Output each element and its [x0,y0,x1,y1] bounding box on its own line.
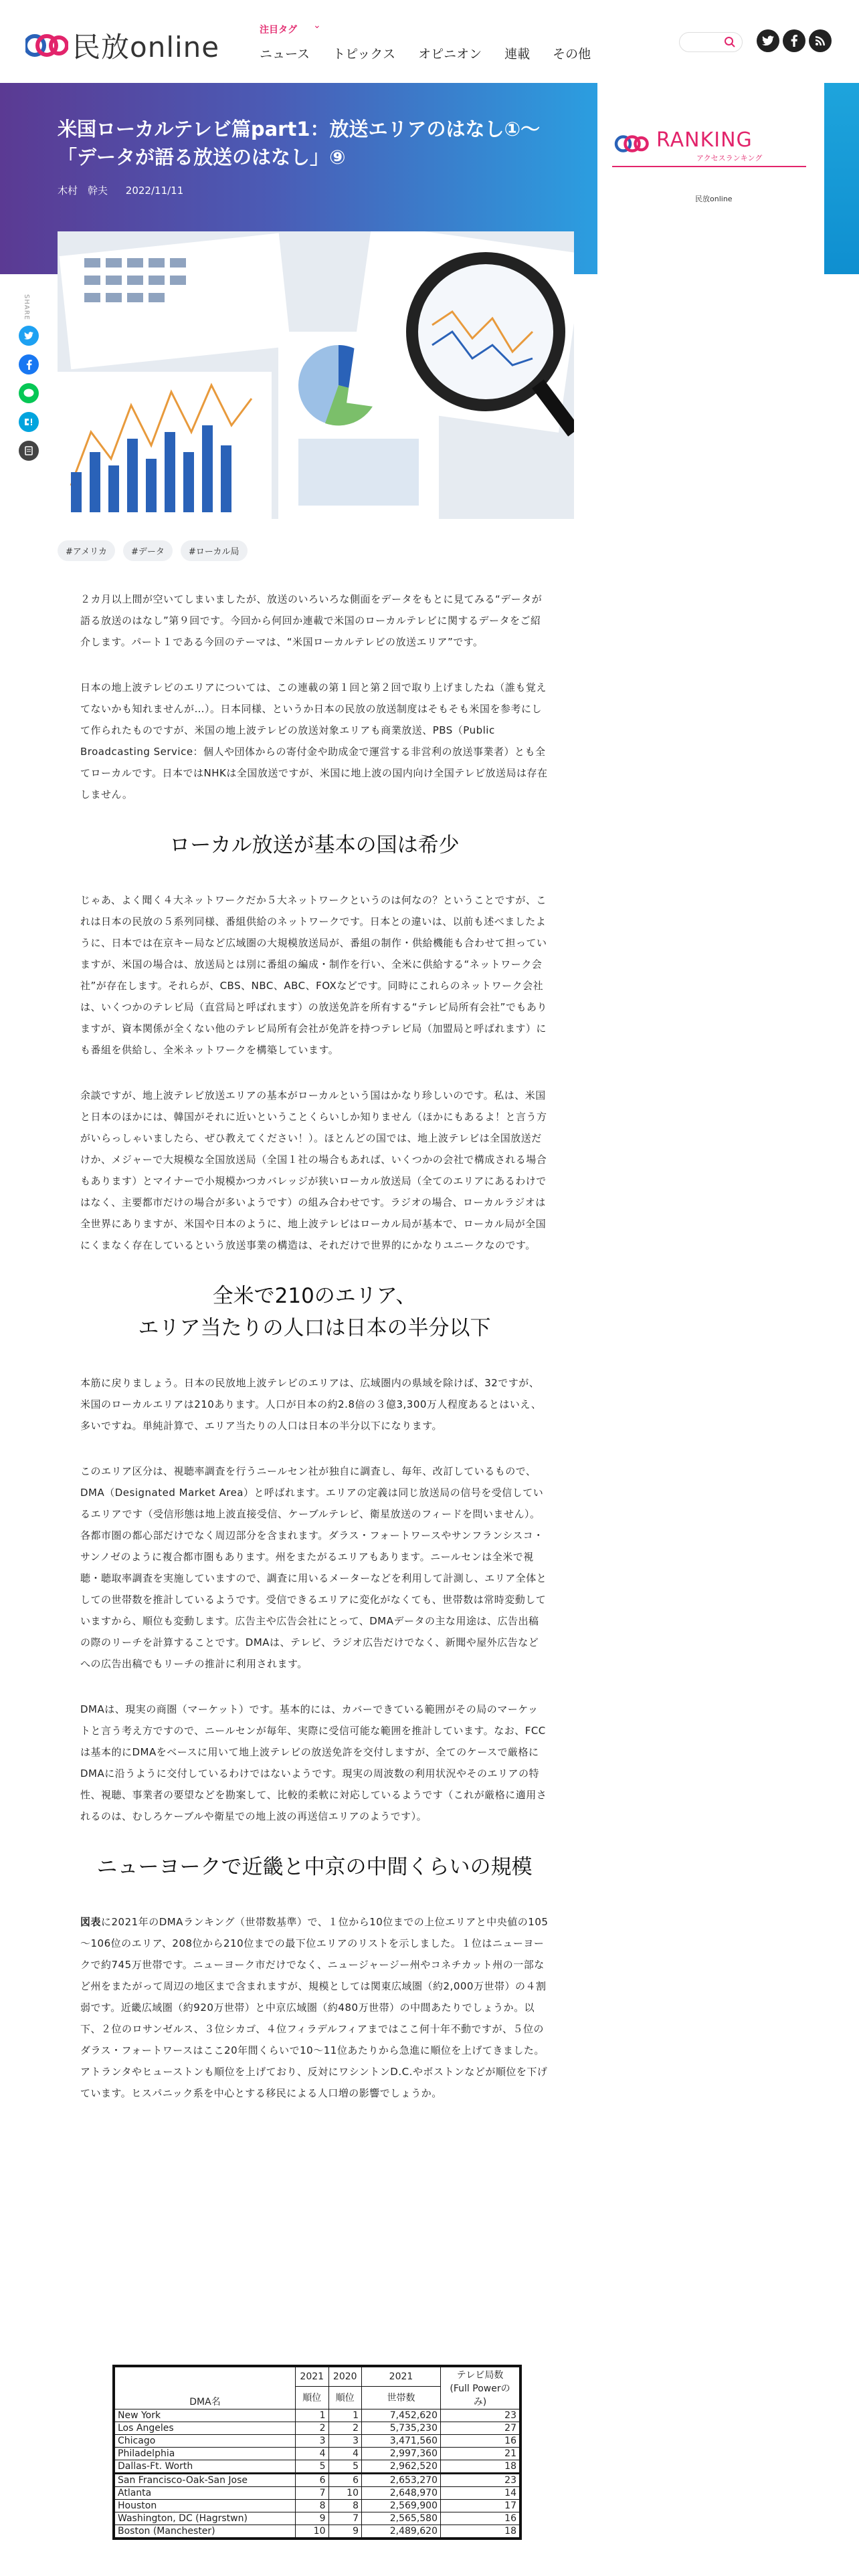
cell-hh: 2,569,900 [362,2500,441,2512]
table-row [115,2525,520,2538]
cell-r20: 4 [328,2448,362,2460]
cell-tv: 16 [441,2512,520,2525]
ranking-logo-icon [613,134,651,156]
nav-news[interactable]: ニュース [260,47,310,62]
site-logo[interactable] [25,25,219,66]
cell-name: New York [115,2409,296,2422]
twitter-icon[interactable] [757,29,779,52]
share-buttons [19,326,39,469]
cell-tv: 23 [441,2409,520,2422]
cell-hh: 5,735,230 [362,2422,441,2435]
ranking-divider [612,166,806,167]
logo-text: 民放online [72,31,220,64]
byline [58,183,198,197]
table-row [115,2512,520,2525]
dma-table [112,2365,522,2540]
cell-r21: 3 [296,2435,329,2448]
section-heading [80,1280,549,1344]
ranking-title: RANKING [656,128,753,152]
social-links [753,29,832,52]
col-tv [441,2367,520,2409]
cell-tv: 17 [441,2500,520,2512]
table-row [115,2422,520,2435]
share-copy-icon[interactable] [19,441,39,461]
cell-r21: 6 [296,2474,329,2487]
cell-tv: 18 [441,2525,520,2538]
nav-other[interactable]: その他 [553,47,591,62]
table-row [115,2460,520,2474]
cell-hh: 2,653,270 [362,2474,441,2487]
ranking-widget [597,83,824,223]
cell-r20: 1 [328,2409,362,2422]
section-heading: ニューヨークで近畿と中京の中間くらいの規模 [96,1855,533,1879]
cell-name: Los Angeles [115,2422,296,2435]
cell-name: Houston [115,2500,296,2512]
paragraph: ２カ月以上間が空いてしまいましたが、放送のいろいろな側面をデータをもとに見てみる“データが語る放送のはなし”第９回です。今回から何回か連載で米国のローカルテレビに関するデータをご紹介します。パート１である今回のテーマは、“米国ローカルテレビの放送エリア”です。 [80,593,543,648]
share-facebook-icon[interactable] [19,354,39,374]
paragraph: DMAは、現実の商圏（マーケット）です。基本的には、カバーできている範囲がその局のマーケットと言う考え方ですので、ニールセンが毎年、実際に受信可能な範囲を推計しています。なお、FCCは基本的にDMAをベースに用いて地上波テレビの放送免許を交付しますが、全てのケースで厳格にDMAに沿うように交付しているわけではないようです。現実の周波数の利用状況やそのエリアの特性、視聴、事業者の要望などを勘案して、比較的柔軟に対応しているようです（これが厳格に適用されるのは、むしろケーブルや衛星での地上波の再送信エリアのようです）。 [80,1703,547,1822]
tag-data[interactable]: #データ [123,540,173,561]
side-accent-bar [824,83,859,274]
featured-tags-link[interactable]: 注目タグ [260,25,297,35]
cell-hh: 2,565,580 [362,2512,441,2525]
table-row [115,2500,520,2512]
paragraph: 余談ですが、地上波テレビ放送エリアの基本がローカルという国はかなり珍しいのです。私は、米国と日本のほかには、韓国がそれに近いということくらいしか知りません（ほかにもあるよ！と言う方がいらっしゃいましたら、ぜひ教えてください！）。ほとんどの国では、地上波テレビは全国放送だけか、メジャーで大規模な全国放送局（全国１社の場合もあれば、いくつかの会社で構成される場合もあります）とマイナーで小規模かつカバレッジが狭いローカル放送局（全てのエリアにあるわけではなく、主要都市だけの場合が多いようです）の組み合わせです。ラジオの場合、ローカルラジオは全世界にありますが、米国や日本のように、地上波テレビはローカル局が基本で、ローカル局が全国にくまなく存在しているという放送事業の構造は、それだけで世界的にかなりユニークなのです。 [80,1089,547,1251]
cell-r20: 10 [328,2487,362,2500]
cell-r20: 9 [328,2525,362,2538]
paragraph: 本筋に戻りましょう。日本の民放地上波テレビのエリアは、広域圏内の県域を除けば、32ですが、米国のローカルエリアは210あります。人口が日本の約2.8倍の３億3,300万人程度あるとはいえ、多いですね。単純計算で、エリア当たりの人口は日本の半分以下になります。 [80,1377,542,1432]
section-heading: ローカル放送が基本の国は希少 [169,833,460,857]
cell-tv: 18 [441,2460,520,2474]
cell-r20: 2 [328,2422,362,2435]
col-rank-2020: 順位 [328,2386,362,2409]
cell-r21: 1 [296,2409,329,2422]
paragraph-text: に2021年のDMAランキング（世帯数基準）で、１位から10位までの上位エリアと中央値の105～106位のエリア、208位から210位までの最下位エリアのリストを示しました。１位はニューヨークで約745万世帯です。ニューヨーク市だけでなく、ニュージャージー州やコネチカット州の一部など州をまたがって周辺の地区まで含まれますが、規模としては関東広域圏（約2,000万世帯）の４割弱です。近畿広域圏（約920万世帯）と中京広域圏（約480万世帯）の中間あたりでしょうか。以下、２位のロサンゼルス、３位シカゴ、４位フィラデルフィアまではここ何十年不動ですが、５位のダラス・フォートワースはここ20年間くらいで10～11位あたりから急進に順位を上げてきました。アトランタやヒューストンも順位を上げており、反対にワシントンD.C.やボストンなどが順位を下げています。ヒスパニック系を中心とする移民による人口増の影響でしょうか。 [80,1916,549,2099]
search-input[interactable] [679,32,743,52]
cell-r21: 5 [296,2460,329,2474]
cell-hh: 7,452,620 [362,2409,441,2422]
logo-mark-icon [25,32,68,59]
col-tv-label: テレビ局数 [456,2370,504,2381]
paragraph: このエリア区分は、視聴率調査を行うニールセン社が独自に調査し、毎年、改訂しているもので、DMA（Designated Market Area）と呼ばれます。エリアの定義は同じ放送局の信号を受信しているエリアです（受信形態は地上波直接受信、ケーブルテレビ、衛星放送のフィードを問いません）。各都市圏の都心部だけでなく周辺部分を含まれます。ダラス・フォートワースやサンフランシスコ・サンノゼのように複合都市圏もあります。州をまたがるエリアもあります。ニールセンは全米で視聴・聴取率調査を実施していますので、調査に用いるメーターなどを利用して計測し、エリア全体としての世帯数を推計しているようです。受信できるエリアに変化がなくても、世帯数は常時変動していますから、順位も変動します。広告主や広告会社にとって、DMAデータの主な用途は、広告出稿の際のリーチを計算することです。DMAは、テレビ、ラジオ広告だけでなく、新聞や屋外広告などへの広告出稿でもリーチの推計に利用されます。 [80,1465,547,1670]
cell-name: San Francisco-Oak-San Jose [115,2474,296,2487]
cell-r21: 2 [296,2422,329,2435]
facebook-icon[interactable] [783,29,805,52]
cell-r20: 7 [328,2512,362,2525]
table-row [115,2409,520,2422]
col-rank-2021: 順位 [296,2386,329,2409]
site-header [0,0,859,83]
article-title: 米国ローカルテレビ篇part1：放送エリアのはなし①～「データが語る放送のはなし」⑨ [58,118,541,169]
main-nav [260,44,613,62]
rss-icon[interactable] [809,29,832,52]
table-body [115,2409,520,2538]
share-twitter-icon[interactable] [19,326,39,346]
cell-name: Chicago [115,2435,296,2448]
cell-hh: 2,997,360 [362,2448,441,2460]
cell-r21: 4 [296,2448,329,2460]
share-line-icon[interactable] [19,383,39,403]
col-dma-name: DMA名 [115,2367,296,2409]
author[interactable]: 木村 幹夫 [58,185,108,197]
cell-r20: 8 [328,2500,362,2512]
search-icon[interactable] [724,36,736,51]
cell-hh: 2,962,520 [362,2460,441,2474]
cell-r21: 7 [296,2487,329,2500]
nav-series[interactable]: 連載 [504,47,531,62]
table-row [115,2487,520,2500]
nav-opinion[interactable]: オピニオン [418,47,482,62]
col-2020: 2020 [328,2367,362,2387]
heading-line-2: エリア当たりの人口は日本の半分以下 [138,1316,491,1340]
tag-america[interactable]: #アメリカ [58,540,115,561]
cell-hh: 3,471,560 [362,2435,441,2448]
col-2021: 2021 [296,2367,329,2387]
cell-name: Boston (Manchester) [115,2525,296,2538]
cell-name: Dallas-Ft. Worth [115,2460,296,2474]
cell-r21: 9 [296,2512,329,2525]
share-label: SHARE [23,294,30,320]
cell-r21: 10 [296,2525,329,2538]
paragraph: じゃあ、よく聞く４大ネットワークだか５大ネットワークというのは何なの？ということですが、これは日本の民放の５系列同様、番組供給のネットワークです。日本との違いは、以前も述べましたように、日本では在京キー局など広域圏の大規模放送局が、番組の制作・供給機能も合わせて担っていますが、米国の場合は、放送局とは別に番組の編成・制作を行い、全米に供給する“ネットワーク会社”が存在します。それらが、CBS、NBC、ABC、FOXなどです。同時にこれらのネットワーク会社は、いくつかのテレビ局（直営局と呼ばれます）の放送免許を所有する“テレビ局所有会社”でもありますが、資本関係が全くない他のテレビ局所有会社が免許を持つテレビ局（加盟局と呼ばれます）にも番組を供給し、全米ネットワークを構築しています。 [80,894,547,1056]
cell-tv: 27 [441,2422,520,2435]
cell-tv: 16 [441,2435,520,2448]
cell-r21: 8 [296,2500,329,2512]
cell-r20: 3 [328,2435,362,2448]
figure-ref[interactable]: 図表 [80,1916,102,1928]
cell-name: Philadelphia [115,2448,296,2460]
col-households: 世帯数 [362,2386,441,2409]
cell-name: Washington, DC (Hagrstwn) [115,2512,296,2525]
cell-tv: 14 [441,2487,520,2500]
heading-line-1: 全米で210のエリア、 [212,1284,417,1308]
col-tv-sub: (Full Powerのみ) [450,2383,510,2407]
table-row [115,2474,520,2487]
cell-hh: 2,489,620 [362,2525,441,2538]
share-hatena-icon[interactable] [19,412,39,432]
cell-tv: 23 [441,2474,520,2487]
ranking-subtitle: アクセスランキング [696,154,763,163]
cell-hh: 2,648,970 [362,2487,441,2500]
col-hh-year: 2021 [362,2367,441,2387]
chevron-down-icon[interactable]: ⌄ [313,20,321,31]
ranking-source: 民放online [695,195,733,203]
table-row [115,2448,520,2460]
cell-r20: 5 [328,2460,362,2474]
cell-tv: 21 [441,2448,520,2460]
article-tags [58,540,256,561]
article-hero-image [58,231,574,519]
publish-date: 2022/11/11 [125,185,184,197]
table-row [115,2435,520,2448]
paragraph [80,1911,549,2104]
article-body [80,588,549,2128]
cell-name: Atlanta [115,2487,296,2500]
tag-local-station[interactable]: #ローカル局 [181,540,248,561]
paragraph: 日本の地上波テレビのエリアについては、この連載の第１回と第２回で取り上げましたね（誰も覚えてないかも知れませんが…）。日本同様、というか日本の民放の放送制度はそもそも米国を参考にして作られたものですが、米国の地上波テレビの放送対象エリアも商業放送、PBS（Public Broadcasting Service：個人や団体からの寄付金や助成金で運営する非営利の放送事業者）とも全てローカルです。日本ではNHKは全国放送ですが、米国に地上波の国内向け全国テレビ放送局は存在しません。 [80,681,548,800]
nav-topics[interactable]: トピックス [332,47,396,62]
cell-r20: 6 [328,2474,362,2487]
